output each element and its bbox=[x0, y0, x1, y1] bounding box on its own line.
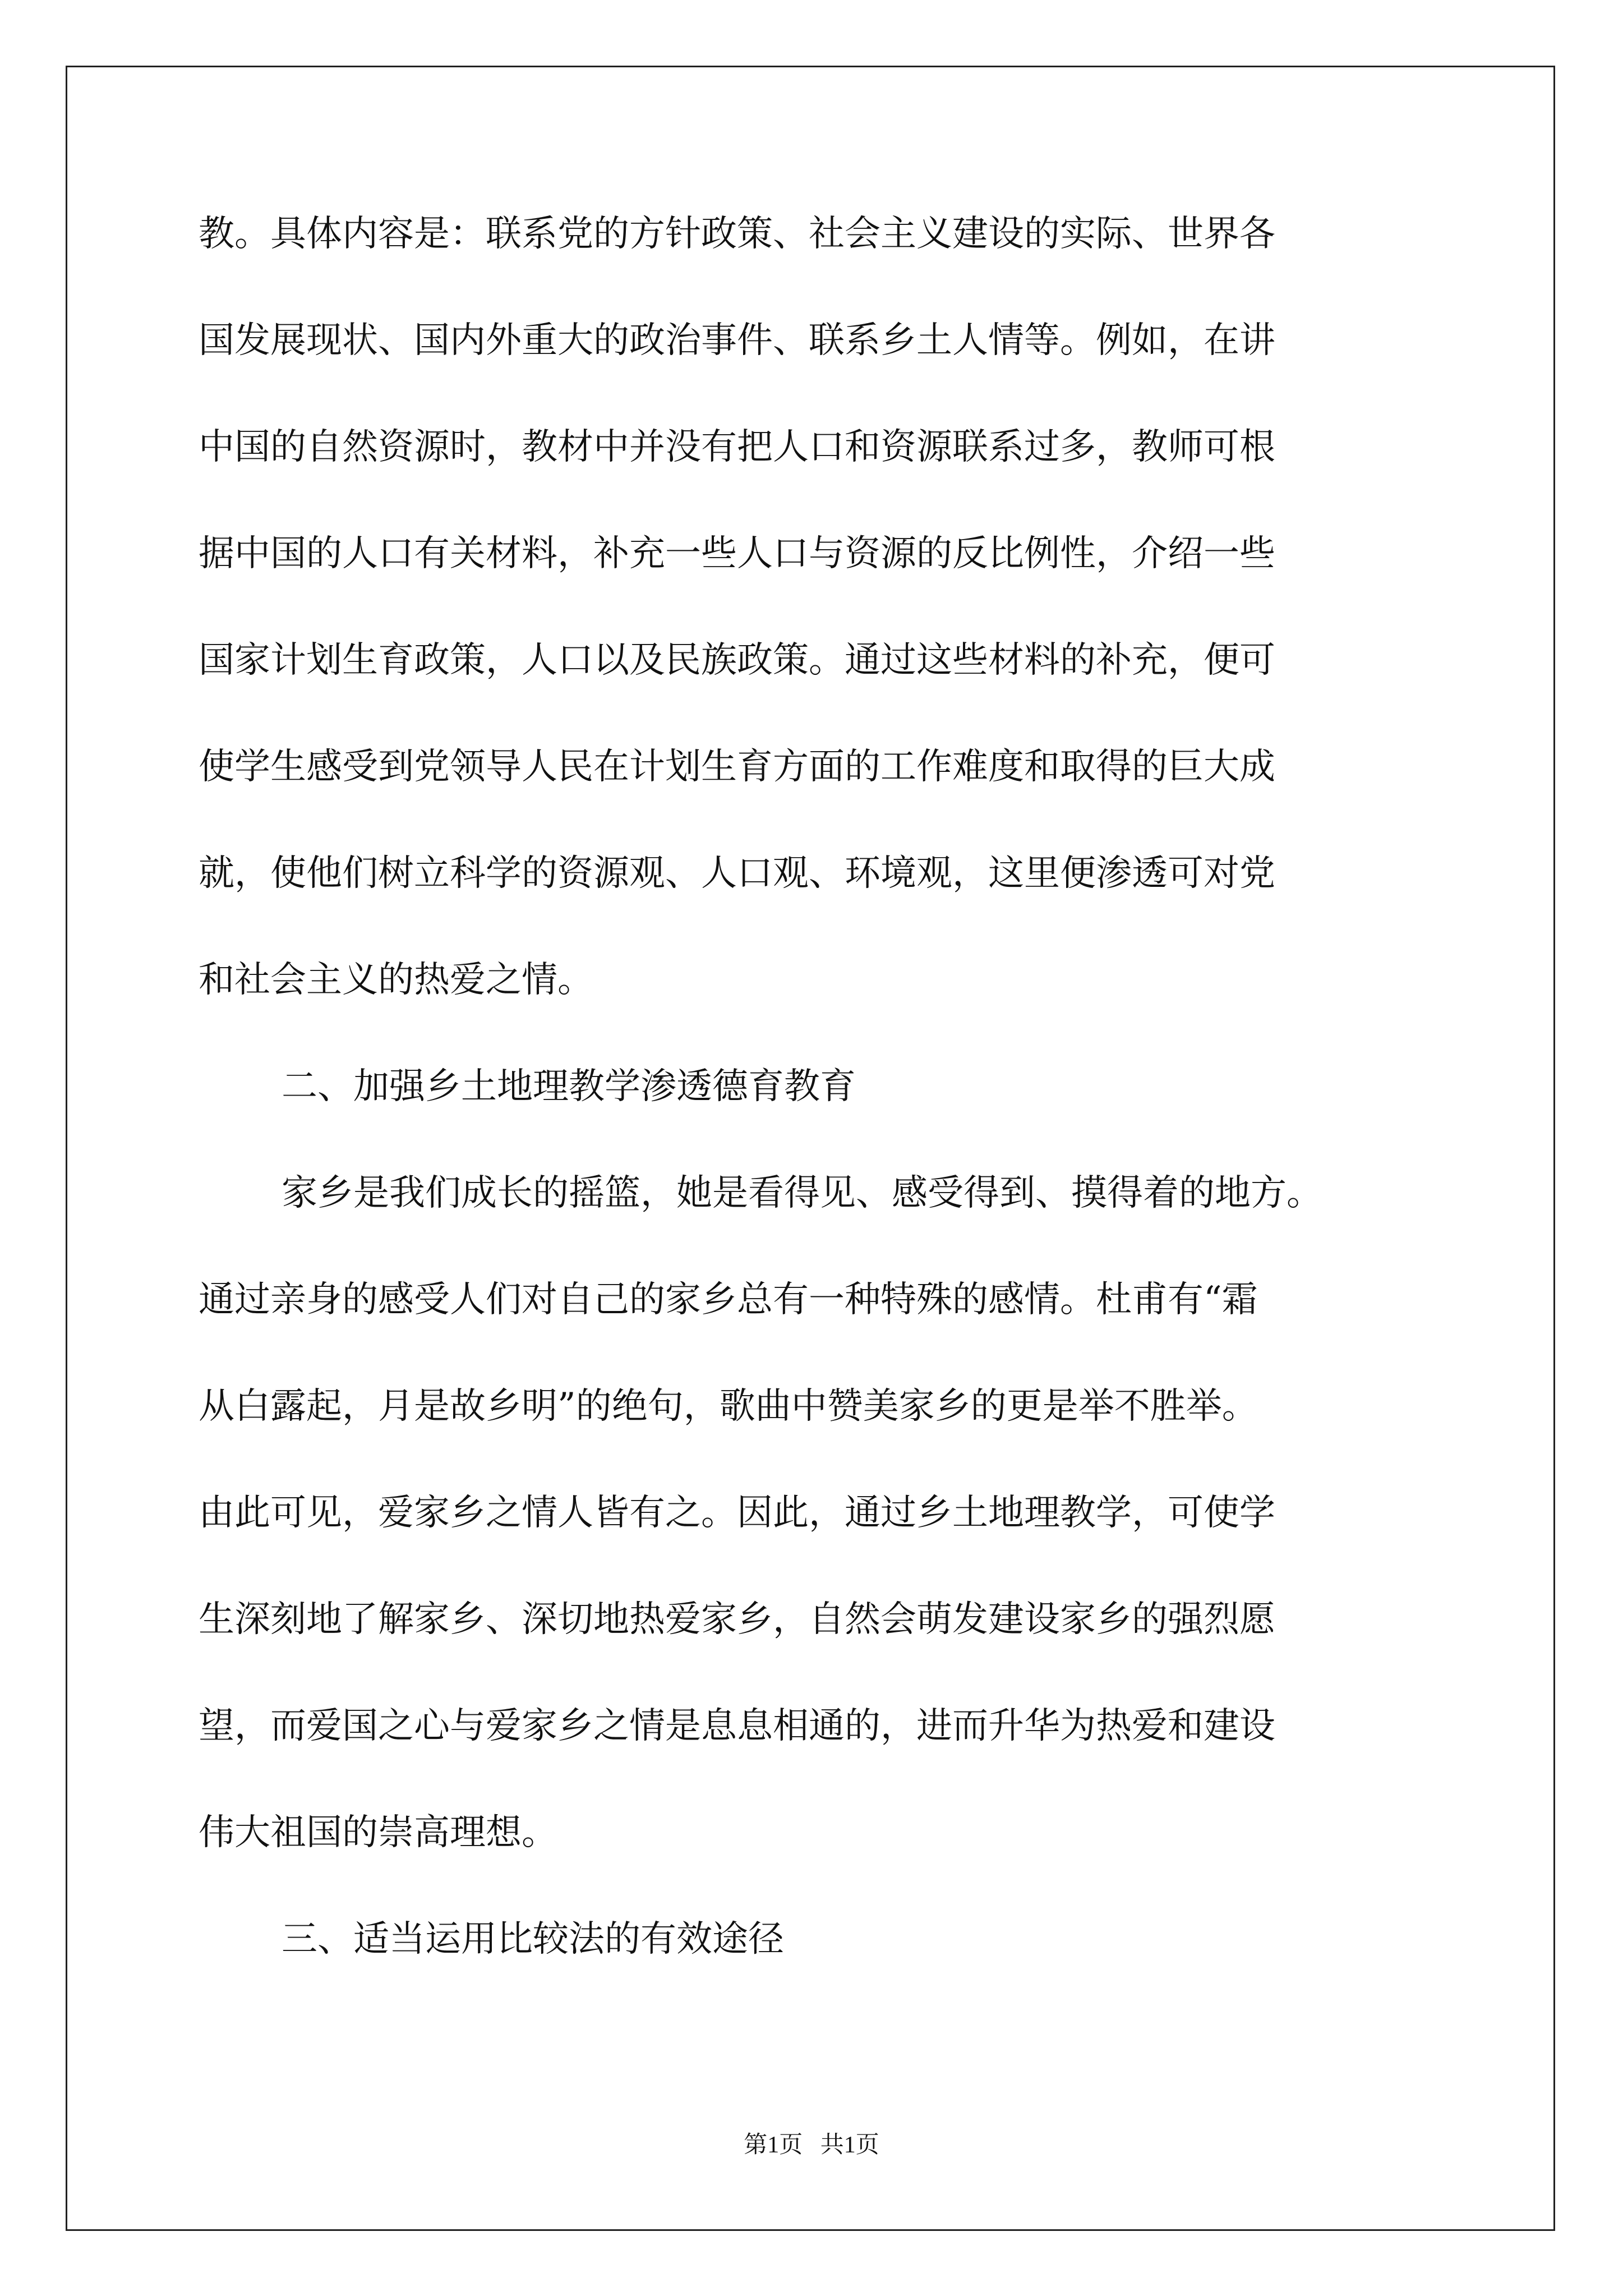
text-line: 国家计划生育政策，人口以及民族政策。通过这些材料的补充，便可 bbox=[199, 639, 1275, 681]
text-line: 二、加强乡土地理教学渗透德育教育 bbox=[282, 1066, 856, 1107]
text-line: 家乡是我们成长的摇篮，她是看得见、感受得到、摸得着的地方。 bbox=[282, 1172, 1322, 1214]
text-line: 使学生感受到党领导人民在计划生育方面的工作难度和取得的巨大成 bbox=[199, 746, 1275, 788]
text-line: 生深刻地了解家乡、深切地热爱家乡，自然会萌发建设家乡的强烈愿 bbox=[199, 1599, 1275, 1640]
text-line: 和社会主义的热爱之情。 bbox=[199, 959, 593, 1001]
text-line: 望，而爱国之心与爱家乡之情是息息相通的，进而升华为热爱和建设 bbox=[199, 1705, 1275, 1747]
text-line: 从白露起，月是故乡明”的绝句，歌曲中赞美家乡的更是举不胜举。 bbox=[199, 1386, 1258, 1427]
text-line: 伟大祖国的崇高理想。 bbox=[199, 1812, 557, 1853]
text-line: 三、适当运用比较法的有效途径 bbox=[282, 1918, 784, 1960]
text-line: 中国的自然资源时，教材中并没有把人口和资源联系过多，教师可根 bbox=[199, 426, 1275, 468]
text-line: 国发展现状、国内外重大的政治事件、联系乡土人情等。例如，在讲 bbox=[199, 320, 1275, 361]
document-body bbox=[199, 213, 1455, 2025]
text-line: 由此可见，爱家乡之情人皆有之。因此，通过乡土地理教学，可使学 bbox=[199, 1492, 1275, 1534]
text-line: 教。具体内容是：联系党的方针政策、社会主义建设的实际、世界各 bbox=[199, 213, 1275, 255]
text-line: 据中国的人口有关材料，补充一些人口与资源的反比例性，介绍一些 bbox=[199, 533, 1275, 574]
page-footer: 第1页 共1页 bbox=[744, 2132, 879, 2158]
text-line: 就，使他们树立科学的资源观、人口观、环境观，这里便渗透可对党 bbox=[199, 853, 1275, 894]
text-line: 通过亲身的感受人们对自己的家乡总有一种特殊的感情。杜甫有“霜 bbox=[199, 1279, 1258, 1320]
